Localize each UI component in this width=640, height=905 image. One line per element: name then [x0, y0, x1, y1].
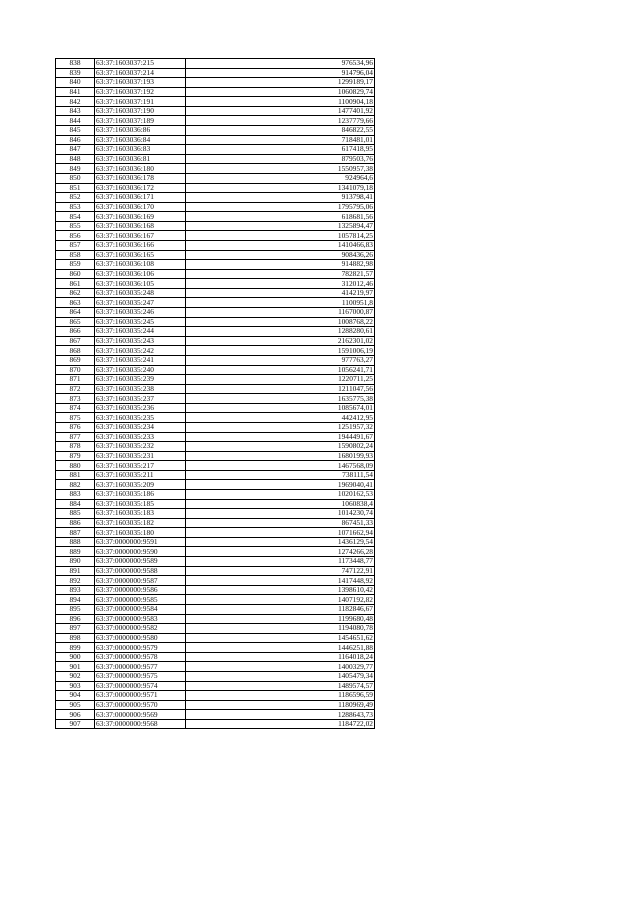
row-number-cell: 845	[56, 126, 95, 136]
table-row	[56, 710, 375, 720]
value-cell: 867451,33	[186, 518, 375, 528]
value-cell: 1454651,62	[186, 633, 375, 643]
value-cell: 1398610,42	[186, 585, 375, 595]
cadastral-number-cell: 63:37:0000000:9583	[95, 614, 186, 624]
row-number-cell: 839	[56, 68, 95, 78]
value-cell: 1194080,78	[186, 624, 375, 634]
row-number-cell: 880	[56, 461, 95, 471]
table-row	[56, 691, 375, 701]
table-row	[56, 643, 375, 653]
cadastral-number-cell: 63:37:1603036:172	[95, 183, 186, 193]
table-row	[56, 336, 375, 346]
cadastral-number-cell: 63:37:1603035:185	[95, 499, 186, 509]
row-number-cell: 843	[56, 106, 95, 116]
cadastral-number-cell: 63:37:1603035:234	[95, 422, 186, 432]
value-cell: 879503,76	[186, 154, 375, 164]
table-row	[56, 403, 375, 413]
cadastral-number-cell: 63:37:0000000:9589	[95, 557, 186, 567]
value-cell: 1167000,87	[186, 308, 375, 318]
row-number-cell: 862	[56, 288, 95, 298]
cadastral-number-cell: 63:37:0000000:9578	[95, 652, 186, 662]
row-number-cell: 855	[56, 221, 95, 231]
cadastral-number-cell: 63:37:1603036:168	[95, 221, 186, 231]
cadastral-number-cell: 63:37:1603036:169	[95, 212, 186, 222]
value-cell: 1071662,94	[186, 528, 375, 538]
row-number-cell: 895	[56, 604, 95, 614]
row-number-cell: 882	[56, 480, 95, 490]
table-row	[56, 547, 375, 557]
value-cell: 1199680,48	[186, 614, 375, 624]
cadastral-number-cell: 63:37:1603037:192	[95, 87, 186, 97]
row-number-cell: 900	[56, 652, 95, 662]
row-number-cell: 902	[56, 672, 95, 682]
cadastral-number-cell: 63:37:1603035:182	[95, 518, 186, 528]
value-cell: 1446251,88	[186, 643, 375, 653]
value-cell: 1060829,74	[186, 87, 375, 97]
row-number-cell: 906	[56, 710, 95, 720]
cadastral-number-cell: 63:37:0000000:9579	[95, 643, 186, 653]
row-number-cell: 872	[56, 384, 95, 394]
table-row	[56, 490, 375, 500]
table-row	[56, 576, 375, 586]
table-row	[56, 298, 375, 308]
table-row	[56, 480, 375, 490]
cadastral-number-cell: 63:37:1603035:239	[95, 375, 186, 385]
value-cell: 1186596,59	[186, 691, 375, 701]
value-cell: 1100904,18	[186, 97, 375, 107]
row-number-cell: 883	[56, 490, 95, 500]
table-row	[56, 135, 375, 145]
cadastral-number-cell: 63:37:1603035:183	[95, 509, 186, 519]
value-cell: 1085674,01	[186, 403, 375, 413]
cadastral-number-cell: 63:37:1603036:106	[95, 269, 186, 279]
row-number-cell: 870	[56, 365, 95, 375]
value-cell: 1590802,24	[186, 442, 375, 452]
value-cell: 1405479,34	[186, 672, 375, 682]
value-cell: 1288643,73	[186, 710, 375, 720]
cadastral-number-cell: 63:37:0000000:9582	[95, 624, 186, 634]
value-cell: 1057814,25	[186, 231, 375, 241]
cadastral-number-cell: 63:37:0000000:9570	[95, 700, 186, 710]
table-row	[56, 240, 375, 250]
table-row	[56, 652, 375, 662]
cadastral-number-cell: 63:37:1603035:240	[95, 365, 186, 375]
table-row	[56, 595, 375, 605]
value-cell: 1680199,93	[186, 451, 375, 461]
table-row	[56, 154, 375, 164]
row-number-cell: 886	[56, 518, 95, 528]
value-cell: 617418,95	[186, 145, 375, 155]
row-number-cell: 865	[56, 317, 95, 327]
cadastral-number-cell: 63:37:0000000:9575	[95, 672, 186, 682]
table-row	[56, 308, 375, 318]
cadastral-number-cell: 63:37:0000000:9569	[95, 710, 186, 720]
table-row	[56, 68, 375, 78]
value-cell: 1436129,54	[186, 537, 375, 547]
cadastral-number-cell: 63:37:0000000:9577	[95, 662, 186, 672]
value-cell: 2162301,02	[186, 336, 375, 346]
cadastral-number-cell: 63:37:1603036:167	[95, 231, 186, 241]
row-number-cell: 840	[56, 78, 95, 88]
row-number-cell: 868	[56, 346, 95, 356]
table-row	[56, 470, 375, 480]
cadastral-number-cell: 63:37:1603036:170	[95, 202, 186, 212]
table-row	[56, 193, 375, 203]
row-number-cell: 848	[56, 154, 95, 164]
table-row	[56, 183, 375, 193]
table-row	[56, 461, 375, 471]
cadastral-number-cell: 63:37:1603036:178	[95, 173, 186, 183]
row-number-cell: 898	[56, 633, 95, 643]
cadastral-number-cell: 63:37:1603036:86	[95, 126, 186, 136]
table-row	[56, 537, 375, 547]
cadastral-number-cell: 63:37:0000000:9586	[95, 585, 186, 595]
value-cell: 846822,55	[186, 126, 375, 136]
row-number-cell: 860	[56, 269, 95, 279]
value-cell: 1341079,18	[186, 183, 375, 193]
row-number-cell: 879	[56, 451, 95, 461]
row-number-cell: 842	[56, 97, 95, 107]
value-cell: 1056241,71	[186, 365, 375, 375]
table-row	[56, 221, 375, 231]
cadastral-number-cell: 63:37:1603035:237	[95, 394, 186, 404]
row-number-cell: 857	[56, 240, 95, 250]
value-cell: 1211047,56	[186, 384, 375, 394]
table-body	[56, 59, 375, 729]
cadastral-number-cell: 63:37:1603035:209	[95, 480, 186, 490]
row-number-cell: 892	[56, 576, 95, 586]
table-row	[56, 126, 375, 136]
value-cell: 1182846,67	[186, 604, 375, 614]
cadastral-number-cell: 63:37:0000000:9584	[95, 604, 186, 614]
value-cell: 1407192,82	[186, 595, 375, 605]
value-cell: 913798,41	[186, 193, 375, 203]
value-cell: 1400329,77	[186, 662, 375, 672]
cadastral-number-cell: 63:37:1603035:242	[95, 346, 186, 356]
value-cell: 1325894,47	[186, 221, 375, 231]
row-number-cell: 887	[56, 528, 95, 538]
table-row	[56, 585, 375, 595]
value-cell: 1591006,19	[186, 346, 375, 356]
cadastral-number-cell: 63:37:1603035:217	[95, 461, 186, 471]
cadastral-number-cell: 63:37:1603036:105	[95, 279, 186, 289]
row-number-cell: 903	[56, 681, 95, 691]
row-number-cell: 854	[56, 212, 95, 222]
row-number-cell: 889	[56, 547, 95, 557]
row-number-cell: 891	[56, 566, 95, 576]
row-number-cell: 901	[56, 662, 95, 672]
cadastral-number-cell: 63:37:0000000:9587	[95, 576, 186, 586]
value-cell: 718481,01	[186, 135, 375, 145]
cadastral-number-cell: 63:37:1603035:247	[95, 298, 186, 308]
table-row	[56, 499, 375, 509]
table-row	[56, 164, 375, 174]
cadastral-number-cell: 63:37:1603035:235	[95, 413, 186, 423]
table-row	[56, 413, 375, 423]
table-row	[56, 566, 375, 576]
row-number-cell: 896	[56, 614, 95, 624]
table-row	[56, 346, 375, 356]
value-cell: 1060838,4	[186, 499, 375, 509]
cadastral-number-cell: 63:37:0000000:9571	[95, 691, 186, 701]
row-number-cell: 875	[56, 413, 95, 423]
row-number-cell: 851	[56, 183, 95, 193]
cadastral-number-cell: 63:37:1603035:245	[95, 317, 186, 327]
table-row	[56, 173, 375, 183]
cadastral-number-cell: 63:37:0000000:9591	[95, 537, 186, 547]
value-cell: 442412,95	[186, 413, 375, 423]
row-number-cell: 853	[56, 202, 95, 212]
cadastral-number-cell: 63:37:1603035:244	[95, 327, 186, 337]
cadastral-number-cell: 63:37:1603035:232	[95, 442, 186, 452]
row-number-cell: 873	[56, 394, 95, 404]
cadastral-number-cell: 63:37:1603037:189	[95, 116, 186, 126]
table-row	[56, 384, 375, 394]
row-number-cell: 850	[56, 173, 95, 183]
table-row	[56, 231, 375, 241]
table-row	[56, 288, 375, 298]
table-row	[56, 375, 375, 385]
cadastral-number-cell: 63:37:1603035:241	[95, 355, 186, 365]
row-number-cell: 852	[56, 193, 95, 203]
table-row	[56, 662, 375, 672]
table-row	[56, 260, 375, 270]
table-row	[56, 557, 375, 567]
value-cell: 1020162,53	[186, 490, 375, 500]
cadastral-number-cell: 63:37:0000000:9585	[95, 595, 186, 605]
value-cell: 914882,98	[186, 260, 375, 270]
table-row	[56, 394, 375, 404]
cadastral-number-cell: 63:37:1603035:243	[95, 336, 186, 346]
value-cell: 618681,56	[186, 212, 375, 222]
table-row	[56, 518, 375, 528]
table-row	[56, 355, 375, 365]
table-row	[56, 279, 375, 289]
row-number-cell: 888	[56, 537, 95, 547]
row-number-cell: 847	[56, 145, 95, 155]
cadastral-number-cell: 63:37:1603037:193	[95, 78, 186, 88]
value-cell: 1410466,83	[186, 240, 375, 250]
value-cell: 1180969,49	[186, 700, 375, 710]
cadastral-number-cell: 63:37:1603035:180	[95, 528, 186, 538]
row-number-cell: 881	[56, 470, 95, 480]
value-cell: 1237779,66	[186, 116, 375, 126]
value-cell: 1100951,8	[186, 298, 375, 308]
table-row	[56, 451, 375, 461]
cadastral-number-cell: 63:37:1603035:236	[95, 403, 186, 413]
row-number-cell: 849	[56, 164, 95, 174]
value-cell: 1220711,25	[186, 375, 375, 385]
row-number-cell: 874	[56, 403, 95, 413]
row-number-cell: 885	[56, 509, 95, 519]
table-row	[56, 528, 375, 538]
cadastral-number-cell: 63:37:1603035:231	[95, 451, 186, 461]
row-number-cell: 844	[56, 116, 95, 126]
table-row	[56, 432, 375, 442]
row-number-cell: 866	[56, 327, 95, 337]
cadastral-number-cell: 63:37:1603036:165	[95, 250, 186, 260]
value-cell: 1969040,41	[186, 480, 375, 490]
cadastral-number-cell: 63:37:1603036:166	[95, 240, 186, 250]
value-cell: 782821,57	[186, 269, 375, 279]
table-row	[56, 87, 375, 97]
cadastral-number-cell: 63:37:0000000:9588	[95, 566, 186, 576]
row-number-cell: 894	[56, 595, 95, 605]
value-cell: 1274266,28	[186, 547, 375, 557]
row-number-cell: 859	[56, 260, 95, 270]
value-cell: 914796,04	[186, 68, 375, 78]
row-number-cell: 856	[56, 231, 95, 241]
value-cell: 1184722,02	[186, 719, 375, 729]
value-cell: 1417448,92	[186, 576, 375, 586]
table-row	[56, 250, 375, 260]
table-row	[56, 719, 375, 729]
cadastral-number-cell: 63:37:1603036:180	[95, 164, 186, 174]
cadastral-number-cell: 63:37:1603036:84	[95, 135, 186, 145]
cadastral-number-cell: 63:37:1603035:211	[95, 470, 186, 480]
cadastral-number-cell: 63:37:1603035:246	[95, 308, 186, 318]
table-row	[56, 624, 375, 634]
value-cell: 747122,91	[186, 566, 375, 576]
table-row	[56, 442, 375, 452]
row-number-cell: 878	[56, 442, 95, 452]
table-row	[56, 681, 375, 691]
cadastral-number-cell: 63:37:0000000:9574	[95, 681, 186, 691]
cadastral-number-cell: 63:37:1603036:83	[95, 145, 186, 155]
cadastral-number-cell: 63:37:1603037:215	[95, 59, 186, 69]
cadastral-number-cell: 63:37:1603036:81	[95, 154, 186, 164]
row-number-cell: 858	[56, 250, 95, 260]
table-row	[56, 202, 375, 212]
value-cell: 1944491,67	[186, 432, 375, 442]
row-number-cell: 863	[56, 298, 95, 308]
value-cell: 1008768,22	[186, 317, 375, 327]
row-number-cell: 904	[56, 691, 95, 701]
value-cell: 1014230,74	[186, 509, 375, 519]
row-number-cell: 907	[56, 719, 95, 729]
data-table	[55, 58, 375, 729]
row-number-cell: 871	[56, 375, 95, 385]
row-number-cell: 897	[56, 624, 95, 634]
row-number-cell: 877	[56, 432, 95, 442]
table-row	[56, 59, 375, 69]
table-row	[56, 509, 375, 519]
value-cell: 1795795,06	[186, 202, 375, 212]
row-number-cell: 876	[56, 422, 95, 432]
row-number-cell: 890	[56, 557, 95, 567]
row-number-cell: 905	[56, 700, 95, 710]
cadastral-number-cell: 63:37:1603035:248	[95, 288, 186, 298]
row-number-cell: 838	[56, 59, 95, 69]
value-cell: 1288280,61	[186, 327, 375, 337]
cadastral-number-cell: 63:37:0000000:9568	[95, 719, 186, 729]
value-cell: 924964,6	[186, 173, 375, 183]
table-row	[56, 672, 375, 682]
value-cell: 1251957,32	[186, 422, 375, 432]
row-number-cell: 867	[56, 336, 95, 346]
value-cell: 1467568,09	[186, 461, 375, 471]
table-row	[56, 614, 375, 624]
value-cell: 1164018,24	[186, 652, 375, 662]
value-cell: 908436,26	[186, 250, 375, 260]
table-row	[56, 700, 375, 710]
value-cell: 976534,96	[186, 59, 375, 69]
table-row	[56, 633, 375, 643]
value-cell: 1635775,38	[186, 394, 375, 404]
value-cell: 738111,54	[186, 470, 375, 480]
row-number-cell: 869	[56, 355, 95, 365]
row-number-cell: 841	[56, 87, 95, 97]
value-cell: 1173448,77	[186, 557, 375, 567]
cadastral-number-cell: 63:37:1603036:108	[95, 260, 186, 270]
value-cell: 1477401,92	[186, 106, 375, 116]
value-cell: 414219,97	[186, 288, 375, 298]
row-number-cell: 884	[56, 499, 95, 509]
cadastral-number-cell: 63:37:1603037:214	[95, 68, 186, 78]
cadastral-number-cell: 63:37:0000000:9580	[95, 633, 186, 643]
cadastral-number-cell: 63:37:1603035:238	[95, 384, 186, 394]
cadastral-number-cell: 63:37:0000000:9590	[95, 547, 186, 557]
table-row	[56, 365, 375, 375]
row-number-cell: 846	[56, 135, 95, 145]
table-row	[56, 327, 375, 337]
row-number-cell: 861	[56, 279, 95, 289]
table-row	[56, 317, 375, 327]
table-row	[56, 97, 375, 107]
table-row	[56, 78, 375, 88]
row-number-cell: 864	[56, 308, 95, 318]
table-row	[56, 422, 375, 432]
row-number-cell: 893	[56, 585, 95, 595]
table-row	[56, 269, 375, 279]
table-row	[56, 116, 375, 126]
table-row	[56, 106, 375, 116]
value-cell: 977763,27	[186, 355, 375, 365]
cadastral-number-cell: 63:37:1603037:190	[95, 106, 186, 116]
value-cell: 1299189,17	[186, 78, 375, 88]
row-number-cell: 899	[56, 643, 95, 653]
cadastral-number-cell: 63:37:1603036:171	[95, 193, 186, 203]
value-cell: 312012,46	[186, 279, 375, 289]
value-cell: 1489574,57	[186, 681, 375, 691]
value-cell: 1550957,38	[186, 164, 375, 174]
table-row	[56, 604, 375, 614]
table-row	[56, 145, 375, 155]
table-row	[56, 212, 375, 222]
cadastral-number-cell: 63:37:1603035:233	[95, 432, 186, 442]
cadastral-number-cell: 63:37:1603037:191	[95, 97, 186, 107]
cadastral-number-cell: 63:37:1603035:186	[95, 490, 186, 500]
